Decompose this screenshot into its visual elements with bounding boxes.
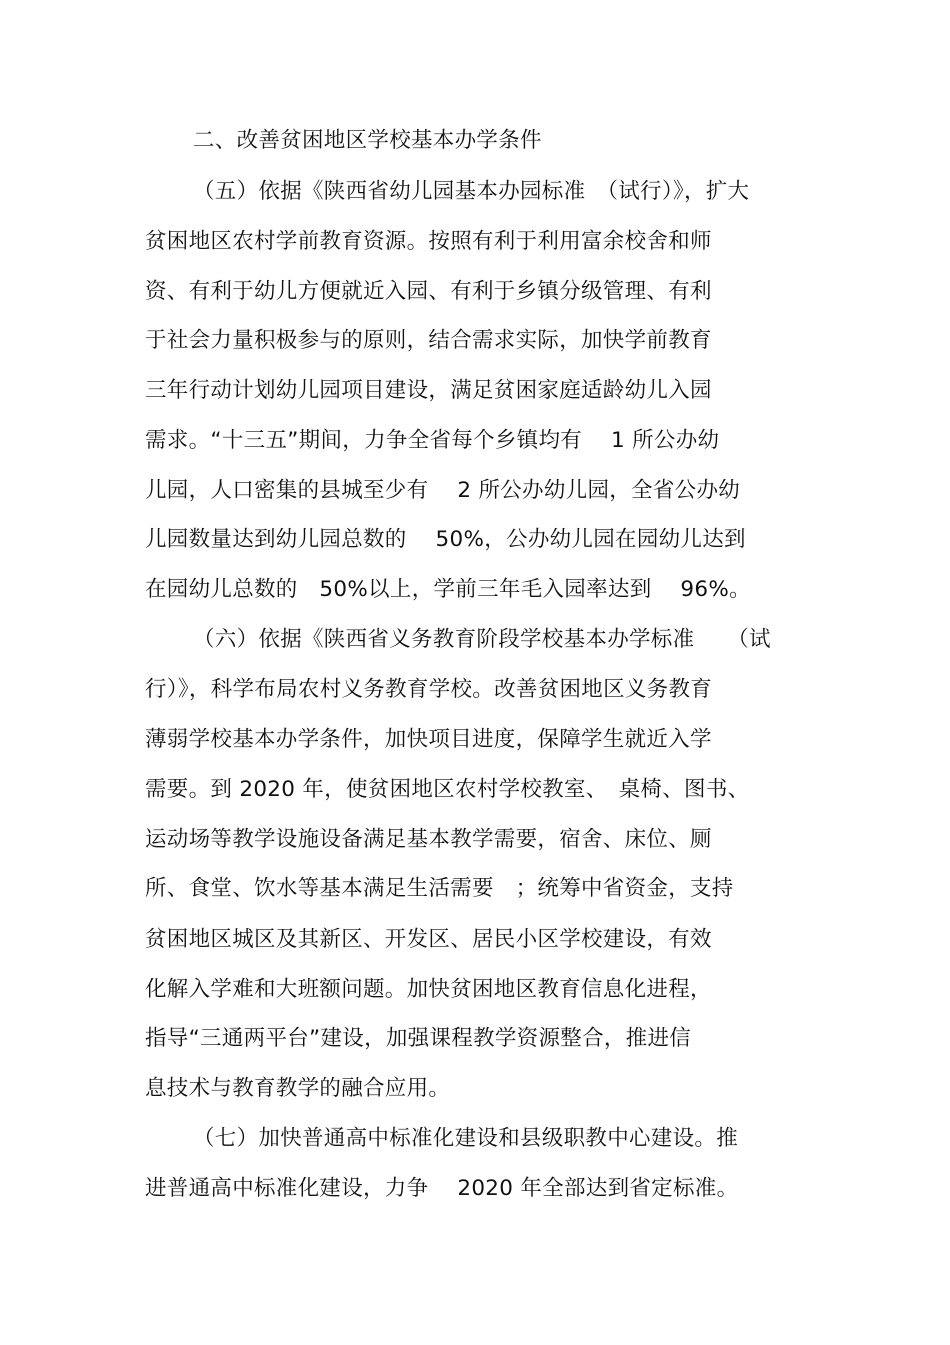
paragraph-6-line-9: 指导“三通两平台”建设，加强课程教学资源整合，推进信 <box>145 1026 692 1051</box>
paragraph-5-line-6: 需求。“十三五”期间，力争全省每个乡镇均有 1 所公办幼 <box>145 428 720 453</box>
paragraph-6-line-5: 运动场等教学设施设备满足基本教学需要，宿舍、床位、厕 <box>145 827 712 852</box>
paragraph-5-line-4: 于社会力量积极参与的原则，结合需求实际，加快学前教育 <box>145 328 712 353</box>
paragraph-6-line-10: 息技术与教育教学的融合应用。 <box>145 1076 451 1101</box>
paragraph-6-line-8: 化解入学难和大班额问题。加快贫困地区教育信息化进程， <box>145 977 712 1002</box>
paragraph-5-line-5: 三年行动计划幼儿园项目建设，满足贫困家庭适龄幼儿入园 <box>145 378 712 403</box>
paragraph-6-line-4: 需要。到 2020 年，使贫困地区农村学校教室、 桌椅、图书、 <box>145 777 750 802</box>
paragraph-6-line-3: 薄弱学校基本办学条件，加快项目进度，保障学生就近入学 <box>145 727 712 752</box>
paragraph-6-line-7: 贫困地区城区及其新区、开发区、居民小区学校建设，有效 <box>145 927 712 952</box>
paragraph-5-line-8: 儿园数量达到幼儿园总数的 50%，公办幼儿园在园幼儿达到 <box>145 527 746 552</box>
section-heading: 二、改善贫困地区学校基本办学条件 <box>193 128 542 153</box>
paragraph-6-line-2: 行）》，科学布局农村义务教育学校。改善贫困地区义务教育 <box>145 677 713 702</box>
paragraph-5-line-2: 贫困地区农村学前教育资源。按照有利于利用富余校舍和师 <box>145 229 712 254</box>
paragraph-7-line-1: （七）加快普通高中标准化建设和县级职教中心建设。推 <box>193 1126 739 1151</box>
paragraph-5-line-7: 儿园，人口密集的县城至少有 2 所公办幼儿园，全省公办幼 <box>145 478 741 503</box>
paragraph-6-line-1: （六）依据《陕西省义务教育阶段学校基本办学标准 （试 <box>193 627 771 652</box>
paragraph-7-line-2: 进普通高中标准化建设，力争 2020 年全部达到省定标准。 <box>145 1176 739 1201</box>
paragraph-5-line-9: 在园幼儿总数的 50%以上，学前三年毛入园率达到 96%。 <box>145 577 751 602</box>
paragraph-5-line-3: 资、有利于幼儿方便就近入园、有利于乡镇分级管理、有利 <box>145 279 712 304</box>
paragraph-5-line-1: （五）依据《陕西省幼儿园基本办园标准 （试行）》，扩大 <box>193 179 750 204</box>
paragraph-6-line-6: 所、食堂、饮水等基本满足生活需要 ；统筹中省资金，支持 <box>145 876 734 901</box>
